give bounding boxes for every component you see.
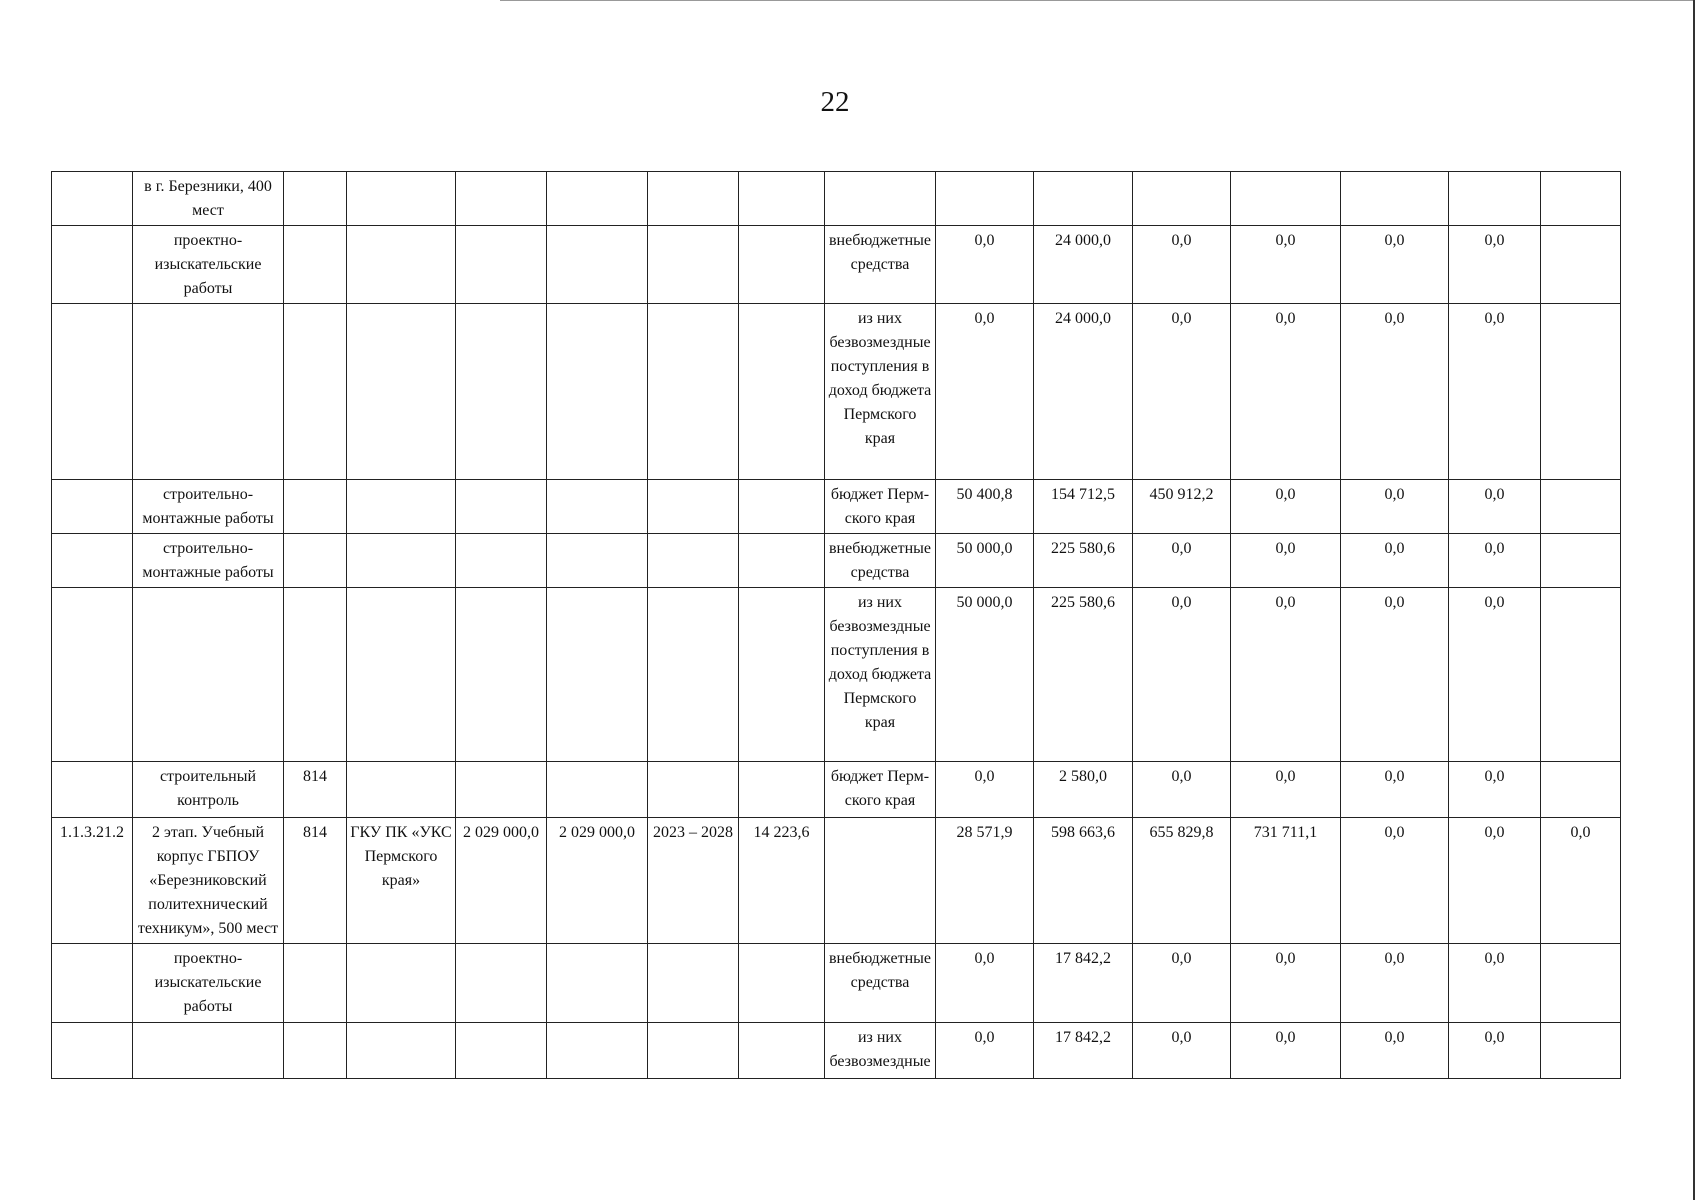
cell-source: бюджет Перм-ского края <box>825 480 936 534</box>
cell-source: внебюджетные средства <box>825 944 936 1023</box>
cell-period <box>648 480 739 534</box>
cell-value-6: 0,0 <box>1449 304 1541 480</box>
cell-name: проектно-изыскательские работы <box>133 944 284 1023</box>
cell-cost-contract <box>547 762 648 818</box>
cell-value-2 <box>1034 172 1133 226</box>
cell-customer <box>347 534 456 588</box>
cell-value-4: 0,0 <box>1231 534 1341 588</box>
cell-period <box>648 1023 739 1079</box>
cell-customer <box>347 588 456 762</box>
cell-grbs: 814 <box>284 762 347 818</box>
cell-period <box>648 534 739 588</box>
cell-cost-contract <box>547 226 648 304</box>
cell-value-6 <box>1449 172 1541 226</box>
cell-value-1: 50 000,0 <box>936 588 1034 762</box>
cell-value-6: 0,0 <box>1449 480 1541 534</box>
cell-grbs <box>284 226 347 304</box>
cell-code <box>52 1023 133 1079</box>
cell-value-5: 0,0 <box>1341 588 1449 762</box>
cell-name <box>133 1023 284 1079</box>
cell-value-4: 0,0 <box>1231 944 1341 1023</box>
cell-source <box>825 172 936 226</box>
cell-customer <box>347 762 456 818</box>
table-row <box>52 588 1621 762</box>
cell-value-4: 0,0 <box>1231 480 1341 534</box>
cell-name: 2 этап. Учебный корпус ГБПОУ «Березниковский политехнический техникум», 500 мест <box>133 818 284 944</box>
table-row <box>52 480 1621 534</box>
table-row <box>52 226 1621 304</box>
cell-period <box>648 304 739 480</box>
cell-name <box>133 304 284 480</box>
cell-source: из них безвозмездные поступления в доход бюджета Пермского края <box>825 304 936 480</box>
cell-value-2: 17 842,2 <box>1034 1023 1133 1079</box>
cell-grbs: 814 <box>284 818 347 944</box>
cell-cost-contract <box>547 480 648 534</box>
cell-value-7 <box>1541 226 1621 304</box>
cell-code <box>52 226 133 304</box>
table-body <box>52 172 1621 1079</box>
cell-capacity <box>739 944 825 1023</box>
cell-value-2: 598 663,6 <box>1034 818 1133 944</box>
cell-value-5: 0,0 <box>1341 818 1449 944</box>
cell-value-1: 50 400,8 <box>936 480 1034 534</box>
cell-name: строительно-монтажные работы <box>133 480 284 534</box>
cell-value-1 <box>936 172 1034 226</box>
cell-value-4: 731 711,1 <box>1231 818 1341 944</box>
cell-source: внебюджетные средства <box>825 226 936 304</box>
cell-value-6: 0,0 <box>1449 944 1541 1023</box>
cell-value-2: 2 580,0 <box>1034 762 1133 818</box>
cell-capacity <box>739 588 825 762</box>
cell-value-6: 0,0 <box>1449 1023 1541 1079</box>
table-row <box>52 304 1621 480</box>
cell-value-5: 0,0 <box>1341 534 1449 588</box>
cell-value-1: 0,0 <box>936 762 1034 818</box>
cell-value-1: 0,0 <box>936 1023 1034 1079</box>
cell-grbs <box>284 304 347 480</box>
cell-customer: ГКУ ПК «УКС Пермского края» <box>347 818 456 944</box>
cell-value-1: 0,0 <box>936 226 1034 304</box>
cell-value-7 <box>1541 480 1621 534</box>
cell-capacity <box>739 1023 825 1079</box>
cell-grbs <box>284 480 347 534</box>
cell-value-3: 655 829,8 <box>1133 818 1231 944</box>
cell-code <box>52 762 133 818</box>
cell-name: проектно-изыскательские работы <box>133 226 284 304</box>
cell-customer <box>347 480 456 534</box>
cell-capacity <box>739 534 825 588</box>
cell-value-1: 0,0 <box>936 304 1034 480</box>
cell-value-7: 0,0 <box>1541 818 1621 944</box>
cell-cost-estimated <box>456 480 547 534</box>
cell-value-6: 0,0 <box>1449 534 1541 588</box>
cell-source: из них безвозмездные поступления в доход бюджета Пермского края <box>825 588 936 762</box>
cell-value-1: 28 571,9 <box>936 818 1034 944</box>
scan-edge-top <box>500 0 1695 1</box>
cell-cost-estimated <box>456 304 547 480</box>
cell-value-5: 0,0 <box>1341 1023 1449 1079</box>
cell-source: бюджет Перм-ского края <box>825 762 936 818</box>
cell-name: строительно-монтажные работы <box>133 534 284 588</box>
cell-source: из них безвозмездные <box>825 1023 936 1079</box>
cell-period <box>648 172 739 226</box>
cell-value-3: 450 912,2 <box>1133 480 1231 534</box>
cell-value-2: 225 580,6 <box>1034 588 1133 762</box>
cell-value-3: 0,0 <box>1133 944 1231 1023</box>
cell-name <box>133 588 284 762</box>
cell-value-7 <box>1541 588 1621 762</box>
cell-period <box>648 762 739 818</box>
cell-capacity <box>739 762 825 818</box>
cell-grbs <box>284 534 347 588</box>
cell-value-4: 0,0 <box>1231 588 1341 762</box>
cell-customer <box>347 944 456 1023</box>
cell-value-1: 50 000,0 <box>936 534 1034 588</box>
cell-grbs <box>284 588 347 762</box>
cell-customer <box>347 1023 456 1079</box>
cell-cost-estimated <box>456 588 547 762</box>
cell-code: 1.1.3.21.2 <box>52 818 133 944</box>
cell-capacity <box>739 226 825 304</box>
cell-value-4: 0,0 <box>1231 1023 1341 1079</box>
cell-value-5: 0,0 <box>1341 304 1449 480</box>
cell-period <box>648 226 739 304</box>
cell-capacity <box>739 480 825 534</box>
cell-period <box>648 588 739 762</box>
cell-code <box>52 480 133 534</box>
cell-value-5: 0,0 <box>1341 480 1449 534</box>
cell-value-2: 154 712,5 <box>1034 480 1133 534</box>
cell-source <box>825 818 936 944</box>
cell-capacity <box>739 304 825 480</box>
cell-code <box>52 588 133 762</box>
cell-value-6: 0,0 <box>1449 762 1541 818</box>
cell-cost-contract <box>547 172 648 226</box>
cell-cost-contract <box>547 1023 648 1079</box>
cell-grbs <box>284 172 347 226</box>
cell-value-3: 0,0 <box>1133 304 1231 480</box>
cell-cost-contract <box>547 588 648 762</box>
budget-table <box>51 171 1621 1079</box>
cell-cost-estimated: 2 029 000,0 <box>456 818 547 944</box>
cell-cost-contract <box>547 944 648 1023</box>
cell-value-6: 0,0 <box>1449 226 1541 304</box>
cell-grbs <box>284 1023 347 1079</box>
cell-value-5: 0,0 <box>1341 944 1449 1023</box>
cell-code <box>52 534 133 588</box>
cell-value-4: 0,0 <box>1231 762 1341 818</box>
cell-value-3: 0,0 <box>1133 226 1231 304</box>
cell-value-5: 0,0 <box>1341 762 1449 818</box>
cell-value-7 <box>1541 304 1621 480</box>
cell-code <box>52 944 133 1023</box>
cell-cost-estimated <box>456 1023 547 1079</box>
cell-cost-estimated <box>456 172 547 226</box>
cell-cost-estimated <box>456 226 547 304</box>
cell-cost-estimated <box>456 944 547 1023</box>
table-row <box>52 762 1621 818</box>
cell-value-7 <box>1541 1023 1621 1079</box>
table-row <box>52 944 1621 1023</box>
cell-value-5 <box>1341 172 1449 226</box>
table-row <box>52 534 1621 588</box>
cell-customer <box>347 172 456 226</box>
cell-cost-estimated <box>456 534 547 588</box>
cell-capacity: 14 223,6 <box>739 818 825 944</box>
cell-period: 2023 – 2028 <box>648 818 739 944</box>
cell-value-2: 17 842,2 <box>1034 944 1133 1023</box>
cell-value-4: 0,0 <box>1231 226 1341 304</box>
cell-value-2: 225 580,6 <box>1034 534 1133 588</box>
cell-source: внебюджетные средства <box>825 534 936 588</box>
cell-code <box>52 304 133 480</box>
page-number: 22 <box>820 86 850 118</box>
cell-capacity <box>739 172 825 226</box>
cell-value-2: 24 000,0 <box>1034 304 1133 480</box>
cell-value-3: 0,0 <box>1133 762 1231 818</box>
cell-value-3 <box>1133 172 1231 226</box>
cell-cost-estimated <box>456 762 547 818</box>
cell-value-6: 0,0 <box>1449 818 1541 944</box>
cell-period <box>648 944 739 1023</box>
cell-value-7 <box>1541 172 1621 226</box>
cell-value-6: 0,0 <box>1449 588 1541 762</box>
cell-customer <box>347 226 456 304</box>
cell-value-1: 0,0 <box>936 944 1034 1023</box>
cell-cost-contract <box>547 304 648 480</box>
cell-name: строительный контроль <box>133 762 284 818</box>
cell-value-3: 0,0 <box>1133 1023 1231 1079</box>
cell-value-7 <box>1541 944 1621 1023</box>
cell-cost-contract: 2 029 000,0 <box>547 818 648 944</box>
cell-value-3: 0,0 <box>1133 534 1231 588</box>
cell-value-3: 0,0 <box>1133 588 1231 762</box>
table-row <box>52 172 1621 226</box>
cell-value-5: 0,0 <box>1341 226 1449 304</box>
cell-value-4: 0,0 <box>1231 304 1341 480</box>
table-row <box>52 1023 1621 1079</box>
cell-value-4 <box>1231 172 1341 226</box>
cell-code <box>52 172 133 226</box>
cell-cost-contract <box>547 534 648 588</box>
table-row <box>52 818 1621 944</box>
cell-value-7 <box>1541 534 1621 588</box>
cell-value-2: 24 000,0 <box>1034 226 1133 304</box>
cell-customer <box>347 304 456 480</box>
cell-value-7 <box>1541 762 1621 818</box>
cell-name: в г. Березники, 400 мест <box>133 172 284 226</box>
cell-grbs <box>284 944 347 1023</box>
